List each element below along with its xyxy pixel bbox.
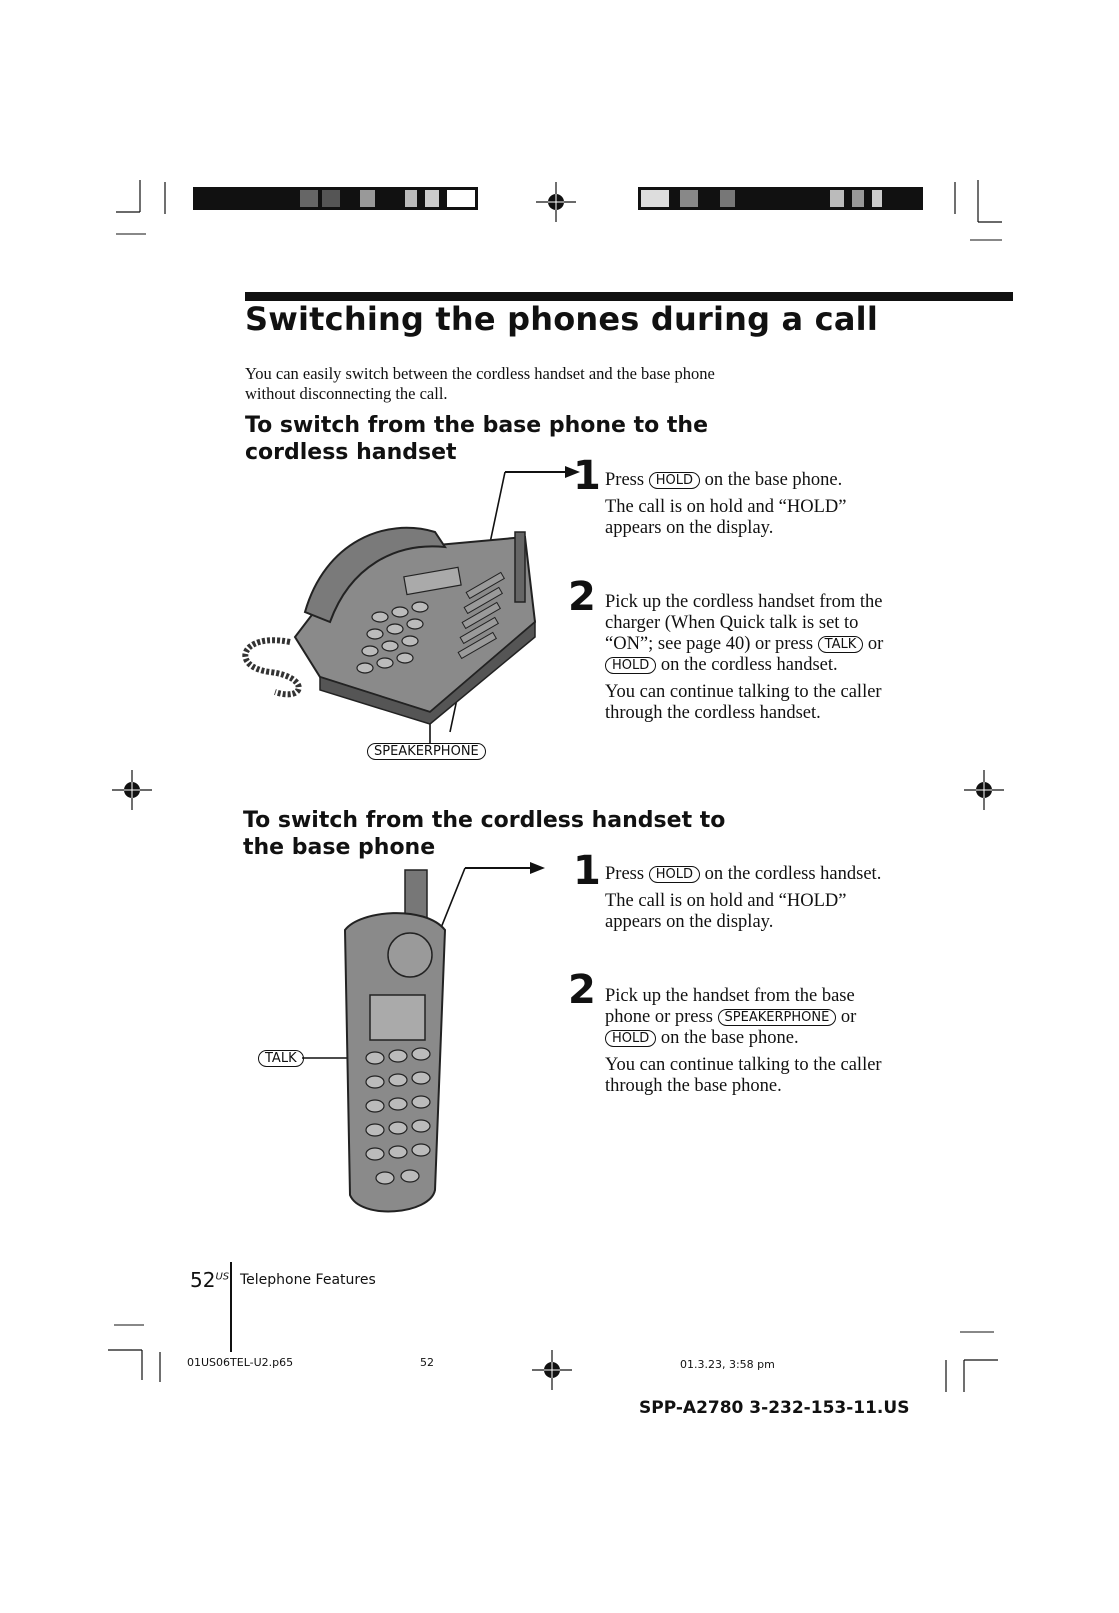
section1-step2-number: 2 [568, 574, 596, 620]
base-phone-illustration [235, 462, 595, 782]
registration-target-bottom [530, 1348, 574, 1392]
section2-step1-number: 1 [573, 848, 601, 894]
timestamp: 01.3.23, 3:58 pm [680, 1358, 775, 1371]
registration-target-right [962, 768, 1006, 812]
hold-key: HOLD [605, 657, 656, 674]
section1-step2: Pick up the cordless handset from the charger (When Quick talk is set to “ON”; see page 40) or press TALK or HOLD on the cordless handset. You can continue talking to the caller through the cordless handset. [605, 592, 884, 723]
section2-step2-number: 2 [568, 967, 596, 1013]
section2-step2: Pick up the handset from the base phone or press SPEAKERPHONE or HOLD on the base phone. You can continue talking to the caller through the base phone. [605, 986, 885, 1103]
section1-step1-note: The call is on hold and “HOLD” appears on the display. [605, 497, 847, 538]
section1-step2-note: You can continue talking to the caller through the cordless handset. [605, 682, 882, 723]
talk-key: TALK [818, 636, 864, 653]
section2-step1-note: The call is on hold and “HOLD” appears on the display. [605, 891, 847, 932]
hold-key: HOLD [649, 866, 700, 883]
section1-step1: Press HOLD on the base phone. The call is on hold and “HOLD” appears on the display. [605, 470, 885, 545]
footer-divider [230, 1262, 232, 1352]
section2-step1: Press HOLD on the cordless handset. The call is on hold and “HOLD” appears on the display. [605, 864, 885, 939]
crop-marks-top [0, 0, 1119, 260]
model-code: SPP-A2780 3-232-153-11.US [639, 1398, 910, 1418]
crop-marks-bottom-left [100, 1320, 180, 1390]
hold-key: HOLD [649, 472, 700, 489]
page-number: $52^{US}$ [190, 1268, 230, 1292]
top-registration-marks [0, 0, 1119, 260]
section1-heading: To switch from the base phone to the cordless handset [245, 413, 708, 465]
speakerphone-key-label: SPEAKERPHONE [367, 743, 486, 761]
page-title: Switching the phones during a call [245, 300, 878, 338]
section2-heading: To switch from the cordless handset to the base phone [243, 808, 726, 860]
section-name: Telephone Features [240, 1272, 376, 1288]
speakerphone-key: SPEAKERPHONE [718, 1009, 837, 1026]
sheet-number: 52 [420, 1356, 434, 1369]
section2-step2-note: You can continue talking to the caller through the base phone. [605, 1055, 882, 1096]
registration-target-left [110, 768, 154, 812]
crop-marks-bottom-right [940, 1330, 1010, 1400]
hold-key: HOLD [605, 1030, 656, 1047]
talk-key-label: TALK [258, 1050, 304, 1068]
file-name: 01US06TEL-U2.p65 [187, 1356, 294, 1369]
section1-step1-number: 1 [573, 453, 601, 499]
intro-paragraph: You can easily switch between the cordless handset and the base phone without disconnecting the call. [245, 364, 715, 403]
